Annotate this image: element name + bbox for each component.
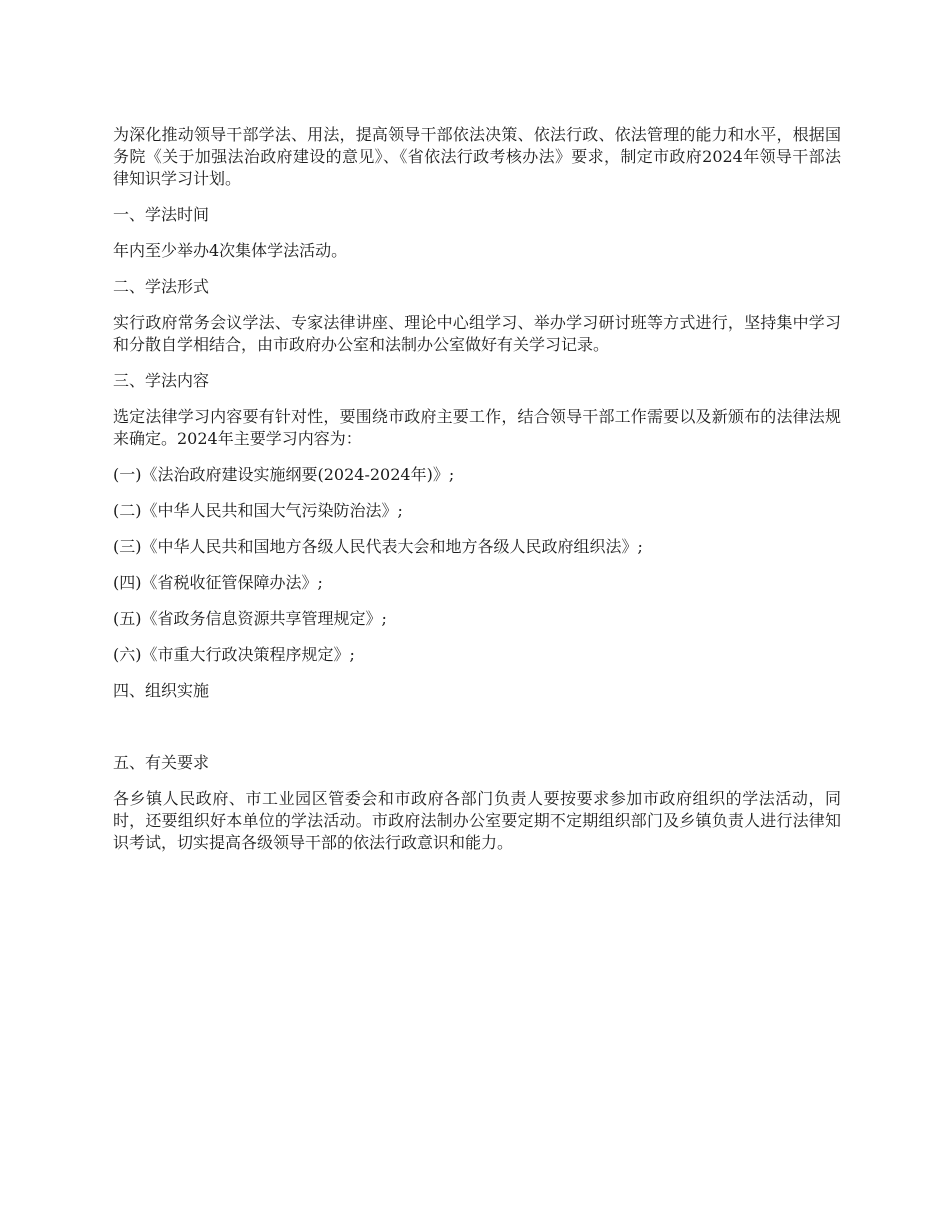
intro-paragraph: 为深化推动领导干部学法、用法，提高领导干部依法决策、依法行政、依法管理的能力和水平，根据国务院《关于加强法治政府建设的意见》、《省依法行政考核办法》要求，制定市政府2024年领导干部法律知识学习计划。 (113, 125, 841, 188)
study-content-item: (一)《法治政府建设实施纲要(2024-2024年)》; (113, 465, 455, 484)
study-content-item: (四)《省税收征管保障办法》; (113, 573, 323, 592)
study-content-item: (二)《中华人民共和国大气污染防治法》; (113, 501, 403, 520)
study-content-item: (三)《中华人民共和国地方各级人民代表大会和地方各级人民政府组织法》; (113, 537, 643, 556)
section-body-study-content: 选定法律学习内容要有针对性，要围绕市政府主要工作，结合领导干部工作需要以及新颁布的法律法规来确定。2024年主要学习内容为： (113, 407, 841, 448)
blank-spacer (113, 716, 841, 752)
section-heading-requirements: 五、有关要求 (113, 753, 210, 772)
section-body-study-time: 年内至少举办4次集体学法活动。 (113, 241, 348, 260)
study-content-item: (五)《省政务信息资源共享管理规定》; (113, 609, 387, 628)
section-heading-study-time: 一、学法时间 (113, 205, 210, 224)
section-body-study-form: 实行政府常务会议学法、专家法律讲座、理论中心组学习、举办学习研讨班等方式进行，坚持集中学习和分散自学相结合，由市政府办公室和法制办公室做好有关学习记录。 (113, 313, 841, 354)
study-content-item: (六)《市重大行政决策程序规定》; (113, 645, 355, 664)
section-body-requirements: 各乡镇人民政府、市工业园区管委会和市政府各部门负责人要按要求参加市政府组织的学法活动，同时，还要组织好本单位的学法活动。市政府法制办公室要定期不定期组织部门及乡镇负责人进行法律知识考试，切实提高各级领导干部的依法行政意识和能力。 (113, 789, 841, 852)
section-heading-study-content: 三、学法内容 (113, 371, 210, 390)
document-page (113, 124, 841, 868)
section-heading-implementation: 四、组织实施 (113, 681, 210, 700)
section-heading-study-form: 二、学法形式 (113, 277, 210, 296)
